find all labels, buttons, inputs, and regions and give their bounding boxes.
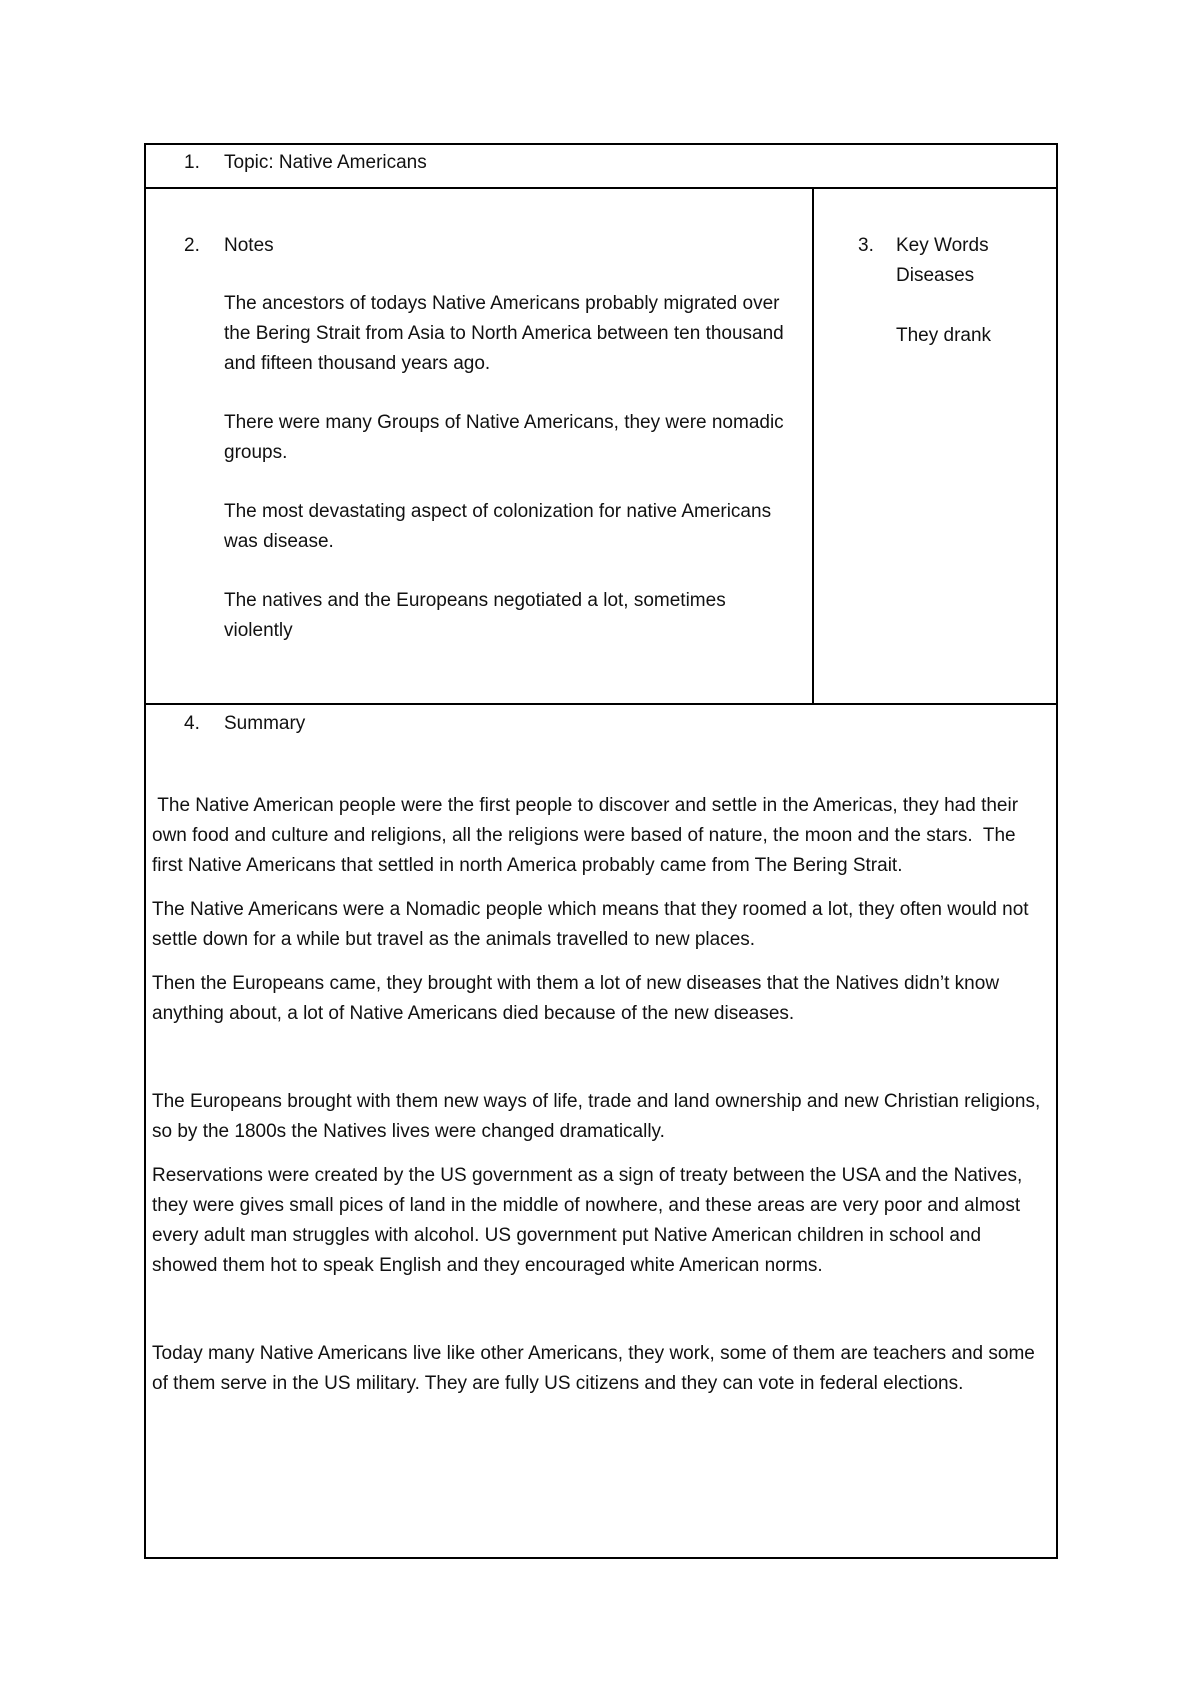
topic-title: Topic: Native Americans [224,152,427,173]
summary-body [152,791,1044,1413]
summary-paragraph: The Europeans brought with them new ways of life, trade and land ownership and new Christian religions, so by the 1800s the Natives lives were changed dramatically. [152,1091,1041,1142]
notes-paragraph: The natives and the Europeans negotiated a lot, sometimes violently [224,590,726,641]
keywords-cell [812,187,1058,705]
notes-paragraph: The ancestors of todays Native Americans probably migrated over the Bering Strait from Asia to North America between ten thousand and fifteen thousand years ago. [224,293,784,374]
keyword-item: They drank [896,325,992,346]
summary-heading: Summary [224,713,306,734]
summary-paragraph: Reservations were created by the US government as a sign of treaty between the USA and the Natives, they were gives small pices of land in the middle of nowhere, and these areas are very poor and almost every adult man struggles with alcohol. US government put Native American children in school and showed them hot to speak English and they encouraged white American norms. [152,1165,1023,1276]
notes-cell [144,187,814,705]
summary-paragraph: Then the Europeans came, they brought with them a lot of new diseases that the Natives didn’t know anything about, a lot of Native Americans died because of the new diseases. [152,973,1000,1024]
summary-paragraph: The Native American people were the first people to discover and settle in the Americas, they had their own food and culture and religions, all the religions were based of nature, the moon and the stars. The first Native Americans that settled in north America probably came from The Bering Strait. [152,795,1024,876]
notes-number: 2. [184,235,200,256]
notes-paragraph: The most devastating aspect of colonization for native Americans was disease. [224,501,772,552]
spacer [896,291,1046,321]
keywords-body [896,231,1046,351]
summary-cell [144,703,1058,1559]
summary-paragraph: Today many Native Americans live like other Americans, they work, some of them are teachers and some of them serve in the US military. They are fully US citizens and they can vote in federal elections. [152,1343,1035,1394]
keywords-heading: Key Words [896,235,989,256]
notes-body [224,289,784,675]
cornell-notes-table [144,143,1058,1559]
notes-paragraph: There were many Groups of Native Americans, they were nomadic groups. [224,412,784,463]
notes-heading: Notes [224,235,274,256]
summary-number: 4. [184,713,200,734]
topic-number: 1. [184,152,200,173]
keywords-number: 3. [858,235,874,256]
topic-row [144,143,1058,189]
summary-paragraph: The Native Americans were a Nomadic people which means that they roomed a lot, they often would not settle down for a while but travel as the animals travelled to new places. [152,899,1029,950]
keyword-item: Diseases [896,265,975,286]
